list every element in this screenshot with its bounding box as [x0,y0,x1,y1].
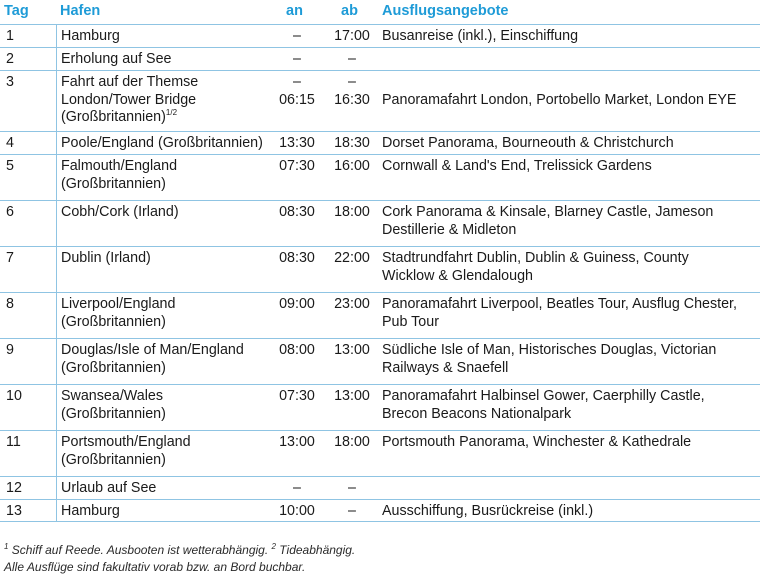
arrive-time: – [293,51,301,67]
table-row [0,430,760,476]
table-header [0,0,760,24]
port-line: Swansea/Wales [61,388,163,404]
table-row [0,499,760,522]
depart-time: 13:00 [334,388,370,404]
excursion-line: Panoramafahrt Liverpool, Beatles Tour, Ausflug Chester, [382,296,737,312]
port-line: Dublin (Irland) [61,250,151,266]
arrive-time: 13:00 [279,434,315,450]
excursion-line: Dorset Panorama, Bourneouth & Christchurch [382,135,674,151]
port-line: (Großbritannien) [61,451,166,468]
port-cell [56,25,120,47]
day-cell: 10 [6,388,22,404]
arrive-time: 10:00 [279,503,315,519]
table-row [0,70,760,131]
day-cell: 8 [6,296,14,312]
table-row [0,24,760,47]
itinerary-table [0,24,760,522]
day-cell: 13 [6,503,22,519]
depart-time: 18:00 [334,204,370,220]
depart-time: 22:00 [334,250,370,266]
port-text [61,434,191,469]
excursions-cell [382,342,716,377]
day-cell: 6 [6,204,14,220]
port-line: Cobh/Cork (Irland) [61,204,179,220]
table-row [0,292,760,338]
header-arrive: an [286,3,303,19]
excursion-line: Pub Tour [382,313,439,330]
arrive-time: – [293,28,301,44]
port-line: London/Tower Bridge [61,91,197,108]
excursion-line: Cornwall & Land's End, Trelissick Gardens [382,158,652,174]
excursions-cell [382,503,593,521]
excursion-line: Wicklow & Glendalough [382,267,533,284]
port-cell [56,71,198,131]
depart-time: 18:00 [334,434,370,450]
depart-time: 23:00 [334,296,370,312]
excursions-cell [382,92,736,110]
excursions-cell [382,158,652,176]
table-row [0,476,760,499]
port-text [61,158,177,193]
port-cell [56,132,263,154]
port-text [61,250,151,268]
port-line: Hamburg [61,503,120,519]
day-cell: 5 [6,158,14,174]
port-cell [56,500,120,521]
depart-time: 18:30 [334,135,370,151]
port-line: Portsmouth/England [61,434,191,450]
port-line: Erholung auf See [61,51,172,67]
port-text [61,28,120,46]
day-cell: 1 [6,28,14,44]
port-cell [56,339,244,384]
excursion-line: Ausschiffung, Busrückreise (inkl.) [382,503,594,519]
table-row [0,154,760,200]
port-cell [56,293,175,338]
excursions-cell [382,296,737,331]
port-text [61,74,198,127]
excursion-line: Panoramafahrt London, Portobello Market, London EYE [382,91,737,108]
port-line: Hamburg [61,28,120,44]
table-row [0,131,760,154]
arrive-time: 13:30 [279,135,315,151]
excursions-cell [382,135,674,153]
port-text [61,388,166,423]
arrive-time: 08:30 [279,204,315,220]
header-port: Hafen [60,3,101,19]
excursion-line: Portsmouth Panorama, Winchester & Kathedrale [382,434,692,450]
depart-time: 13:00 [334,342,370,358]
depart-time: – [348,503,356,519]
arrive-time: 08:00 [279,342,315,358]
port-line: (Großbritannien) [61,359,166,376]
port-cell [56,48,172,70]
excursion-line: Cork Panorama & Kinsale, Blarney Castle, Jameson [382,204,714,220]
footnote-1: $^1$ Schiff auf Reede. Ausbooten ist wetterabhängig. $^2$ Tideabhängig. [4,542,356,557]
depart-time: 16:30 [334,91,370,108]
table-row [0,246,760,292]
port-line: Falmouth/England [61,158,178,174]
excursions-cell [382,204,713,239]
day-cell: 2 [6,51,14,67]
arrive-dash: – [293,74,301,90]
arrive-time: 08:30 [279,250,315,266]
excursion-line: Destillerie & Midleton [382,221,517,238]
day-cell: 12 [6,480,22,496]
depart-time: – [348,51,356,67]
port-cell [56,431,191,476]
header-tag: Tag [4,3,29,19]
excursion-line: Stadtrundfahrt Dublin, Dublin & Guiness, County [382,250,689,266]
port-line: (Großbritannien) [61,175,166,192]
port-cell [56,247,151,292]
excursions-cell [382,388,705,423]
port-line: Liverpool/England [61,296,176,312]
footnote-2: Alle Ausflüge sind fakultativ vorab bzw. an Bord buchbar. [4,560,306,574]
excursion-line: Panoramafahrt Halbinsel Gower, Caerphilly Castle, [382,388,705,404]
port-line: Douglas/Isle of Man/England [61,342,244,358]
depart-time: 16:00 [334,158,370,174]
footnotes [4,542,355,576]
port-text [61,135,263,153]
table-row [0,47,760,70]
port-text [61,51,172,69]
excursion-line: Südliche Isle of Man, Historisches Douglas, Victorian [382,342,717,358]
excursion-line: Railways & Snaefell [382,359,509,376]
port-line: Poole/England (Großbritannien) [61,135,263,151]
port-cell [56,201,179,246]
header-depart: ab [341,3,358,19]
excursion-line: Brecon Beacons Nationalpark [382,405,572,422]
port-cell [56,155,177,200]
arrive-time: – [293,480,301,496]
excursions-cell [382,28,578,46]
port-text [61,342,244,377]
port-footnote-ref: 1/2 [165,108,178,118]
arrive-time: 07:30 [279,158,315,174]
port-line: Fahrt auf der Themse [61,74,199,90]
arrive-time: 09:00 [279,296,315,312]
port-text [61,503,120,521]
table-row [0,338,760,384]
arrive-time: 06:15 [279,91,315,108]
port-cell [56,385,166,430]
port-cell [56,477,156,499]
port-line: (Großbritannien) [61,313,166,330]
day-cell: 9 [6,342,14,358]
day-cell: 4 [6,135,14,151]
depart-dash: – [348,74,356,90]
port-line: (Großbritannien)$^{1/2}$ [61,108,178,125]
port-text [61,204,179,222]
table-row [0,384,760,430]
port-line: (Großbritannien) [61,405,166,422]
excursions-cell [382,250,689,285]
depart-time: – [348,480,356,496]
header-excursions: Ausflugsangebote [382,3,509,19]
day-cell: 7 [6,250,14,266]
table-row [0,200,760,246]
port-line: Urlaub auf See [61,480,157,496]
depart-time: 17:00 [334,28,370,44]
excursion-line: Busanreise (inkl.), Einschiffung [382,28,579,44]
port-text [61,296,175,331]
port-text [61,480,156,498]
arrive-time: 07:30 [279,388,315,404]
day-cell: 3 [6,74,14,90]
day-cell: 11 [6,434,21,450]
excursions-cell [382,434,691,452]
